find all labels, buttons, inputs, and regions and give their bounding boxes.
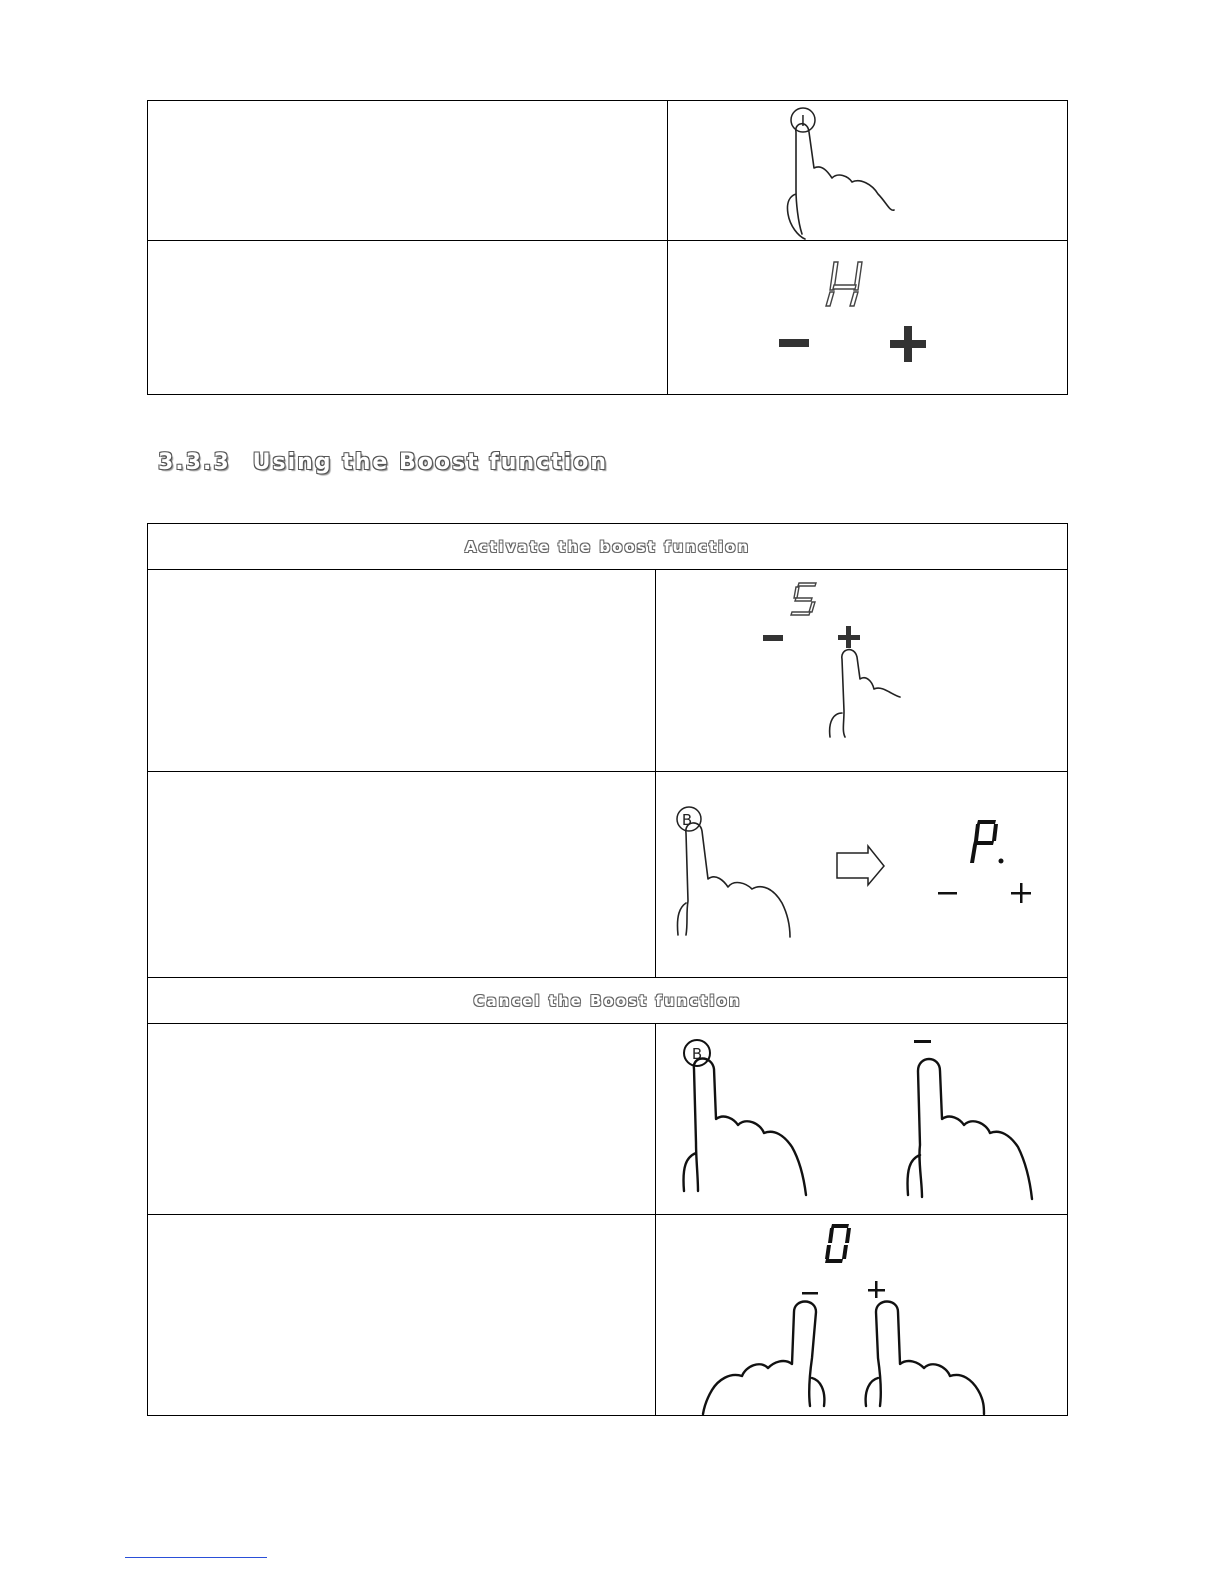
illustration-cell bbox=[668, 101, 1068, 241]
press-plus-illustration bbox=[656, 571, 1066, 771]
instruction-text-cell bbox=[148, 1024, 656, 1215]
seven-segment-display bbox=[656, 1216, 851, 1263]
press-boost-illustration bbox=[656, 773, 1066, 977]
pointing-hand-icon bbox=[677, 822, 790, 936]
display-value: 5 bbox=[656, 570, 657, 572]
pointing-hand-icon bbox=[703, 1301, 824, 1414]
boost-instruction-table bbox=[147, 523, 1068, 1416]
seven-segment-display bbox=[668, 242, 862, 306]
illustration-cell bbox=[668, 241, 1068, 395]
seven-segment-display bbox=[656, 773, 1004, 864]
illustration-cell bbox=[656, 1024, 1068, 1215]
minus-icon bbox=[938, 892, 957, 895]
footnote-separator bbox=[125, 1557, 267, 1558]
power-key-label: I bbox=[800, 111, 806, 130]
pointing-hand-icon bbox=[684, 1058, 807, 1195]
pointing-hand-icon bbox=[866, 1301, 984, 1414]
instruction-text-cell bbox=[148, 1215, 656, 1416]
boost-key-label: B bbox=[681, 810, 693, 829]
seven-segment-display bbox=[656, 571, 816, 615]
section-title: Using the Boost function bbox=[252, 450, 609, 475]
minus-icon bbox=[779, 339, 809, 347]
pointing-hand-icon bbox=[908, 1059, 1033, 1199]
illustration-cell bbox=[656, 1215, 1068, 1416]
two-finger-cancel-illustration bbox=[656, 1216, 1066, 1415]
boost-key-label: B bbox=[691, 1044, 703, 1063]
cancel-boost-illustration bbox=[656, 1025, 1066, 1214]
illustration-cell bbox=[656, 570, 1068, 772]
pointing-hand-icon bbox=[787, 123, 894, 238]
instruction-text-cell bbox=[148, 241, 668, 395]
instruction-text-cell bbox=[148, 570, 656, 772]
display-h-illustration bbox=[668, 242, 1066, 394]
arrow-right-icon bbox=[837, 846, 884, 885]
pointing-hand-icon bbox=[830, 649, 900, 736]
display-value: P. bbox=[656, 772, 657, 774]
section-heading bbox=[158, 450, 608, 475]
cancel-boost-header: Cancel the Boost function bbox=[148, 978, 1068, 1024]
instruction-text-cell bbox=[148, 101, 668, 241]
activate-boost-header: Activate the boost function bbox=[148, 524, 1068, 570]
instruction-table-top bbox=[147, 100, 1068, 395]
instruction-text-cell bbox=[148, 772, 656, 978]
minus-icon bbox=[802, 1292, 818, 1295]
minus-icon bbox=[763, 635, 783, 641]
display-value: 0 bbox=[656, 1215, 657, 1217]
minus-icon bbox=[914, 1040, 931, 1043]
display-value: H bbox=[668, 241, 669, 243]
section-number: 3.3.3 bbox=[158, 450, 231, 475]
illustration-cell bbox=[656, 772, 1068, 978]
finger-press-power-illustration bbox=[668, 102, 1066, 240]
